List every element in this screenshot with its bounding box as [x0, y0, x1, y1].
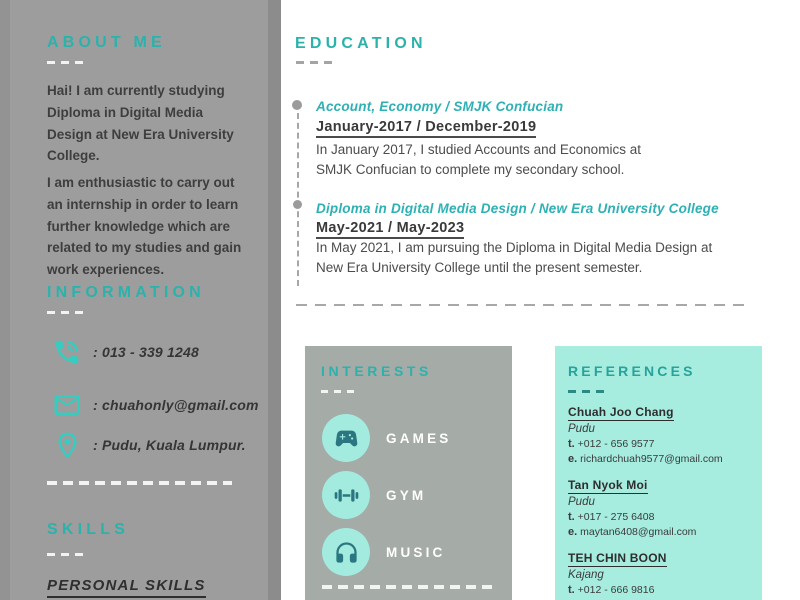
sidebar-left-edge: [0, 0, 10, 600]
interest-row-gym: [322, 471, 426, 519]
address-row: [50, 428, 246, 462]
timeline-dot: [293, 200, 302, 209]
about-line: related to my studies and gain: [47, 240, 242, 256]
reference-phone-value: +012 - 656 9577: [577, 438, 655, 450]
sidebar-section-divider-dashes: [47, 481, 232, 485]
about-line: an internship in order to learn: [47, 196, 239, 212]
interest-label: GYM: [386, 487, 427, 503]
education-entry-title: Diploma in Digital Media Design / New Era University College: [316, 201, 719, 216]
reference-phone-value: +012 - 666 9816: [577, 584, 655, 596]
about-paragraph-1: [47, 80, 234, 167]
email-row: [50, 388, 259, 422]
phone-prefix: t.: [568, 584, 575, 596]
education-heading: EDUCATION: [295, 35, 427, 52]
interest-row-music: [322, 528, 446, 576]
interests-heading: INTERESTS: [321, 363, 432, 379]
interest-label: GAMES: [386, 430, 452, 446]
description-line: SMJK Confucian to complete my secondary school.: [316, 162, 625, 177]
about-line: work experiences.: [47, 262, 165, 278]
education-entry-description: [316, 238, 712, 278]
about-line: College.: [47, 148, 100, 164]
reference-entry: [568, 403, 758, 465]
mail-icon: [50, 388, 84, 422]
reference-phone: [568, 584, 758, 596]
reference-email: [568, 526, 758, 538]
reference-name: TEH CHIN BOON: [568, 551, 667, 565]
gamepad-icon: [322, 414, 370, 462]
education-bottom-divider-dashes: [296, 304, 750, 306]
reference-name: Chuah Joo Chang: [568, 405, 674, 419]
references-underline-dashes: [568, 390, 604, 393]
about-line: Diploma in Digital Media: [47, 104, 204, 120]
email-prefix: e.: [568, 526, 578, 538]
personal-skills-subheading: PERSONAL SKILLS: [47, 577, 206, 598]
about-paragraph-2: [47, 172, 241, 281]
email-prefix: e.: [568, 453, 578, 465]
references-panel: [555, 346, 762, 600]
skills-underline-dashes: [47, 553, 83, 556]
description-line: New Era University College until the present semester.: [316, 260, 643, 275]
reference-entry: [568, 476, 758, 538]
education-entry-period: May-2021 / May-2023: [316, 220, 464, 239]
about-line: I am enthusiastic to carry out: [47, 175, 235, 190]
education-entry-description: [316, 140, 641, 180]
reference-phone-value: +017 - 275 6408: [577, 511, 655, 523]
references-list: [568, 403, 758, 600]
headphones-icon: [322, 528, 370, 576]
sidebar-shadow-strip: [268, 0, 281, 600]
about-line: further knowledge which are: [47, 218, 231, 234]
location-pin-icon: [50, 428, 84, 462]
timeline-dot: [292, 100, 302, 110]
education-underline-dashes: [296, 61, 334, 64]
reference-entry: [568, 549, 758, 596]
reference-name: Tan Nyok Moi: [568, 478, 648, 492]
about-line: Design at New Era University: [47, 126, 234, 142]
about-me-heading: ABOUT ME: [47, 34, 166, 51]
reference-email-value: maytan6408@gmail.com: [580, 526, 697, 538]
email-value: : chuahonly@gmail.com: [93, 397, 259, 413]
reference-location: Kajang: [568, 569, 604, 581]
phone-prefix: t.: [568, 438, 575, 450]
interests-panel: [305, 346, 512, 600]
description-line: In January 2017, I studied Accounts and Economics at: [316, 142, 641, 157]
education-entry-period: January-2017 / December-2019: [316, 119, 536, 138]
information-underline-dashes: [47, 311, 83, 314]
interest-row-games: [322, 414, 452, 462]
about-line: Hai! I am currently studying: [47, 83, 225, 98]
interests-underline-dashes: [321, 390, 354, 393]
address-value: : Pudu, Kuala Lumpur.: [93, 437, 246, 453]
about-underline-dashes: [47, 61, 83, 64]
reference-location: Pudu: [568, 496, 595, 508]
description-line: In May 2021, I am pursuing the Diploma in Digital Media Design at: [316, 240, 713, 255]
skills-heading: SKILLS: [47, 521, 130, 538]
phone-prefix: t.: [568, 511, 575, 523]
phone-icon: [50, 335, 84, 369]
reference-email-value: richardchuah9577@gmail.com: [580, 453, 723, 465]
reference-phone: [568, 511, 758, 523]
reference-email: [568, 453, 758, 465]
education-entry-title: Account, Economy / SMJK Confucian: [316, 99, 564, 114]
reference-phone: [568, 438, 758, 450]
interest-label: MUSIC: [386, 544, 446, 560]
phone-value: : 013 - 339 1248: [93, 344, 199, 360]
phone-row: [50, 335, 199, 369]
references-heading: REFERENCES: [568, 363, 696, 379]
information-heading: INFORMATION: [47, 284, 205, 301]
dumbbell-icon: [322, 471, 370, 519]
reference-location: Pudu: [568, 423, 595, 435]
interests-bottom-dashes: [322, 585, 498, 589]
